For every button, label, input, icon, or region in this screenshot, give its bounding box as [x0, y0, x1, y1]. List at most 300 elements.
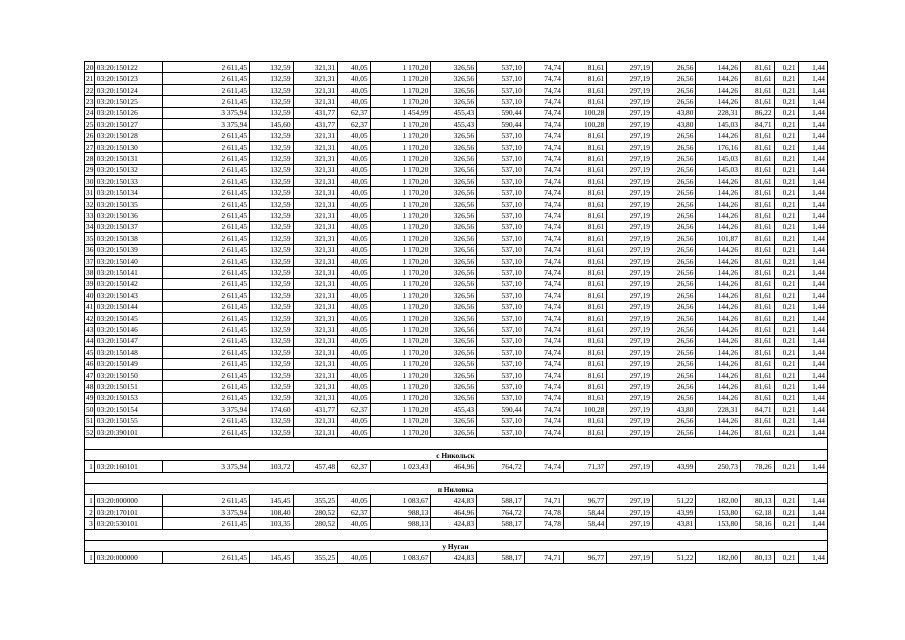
value-cell: 1 170,20: [370, 62, 431, 73]
value-cell: 26,56: [652, 267, 695, 278]
value-cell: 132,59: [250, 84, 293, 95]
table-row: [85, 427, 828, 438]
value-cell: 326,56: [431, 347, 477, 358]
table-row: [85, 73, 828, 84]
value-cell: 1,44: [798, 244, 827, 255]
value-cell: 2 611,45: [163, 301, 250, 312]
value-cell: 81,61: [563, 221, 606, 232]
table-row: [85, 187, 828, 198]
value-cell: 297,19: [607, 495, 653, 506]
value-cell: 2 611,45: [163, 552, 250, 563]
row-number-cell: 46: [86, 359, 94, 369]
cadastral-code-cell: 03:20:150150: [94, 369, 162, 380]
value-cell: 0,21: [774, 495, 798, 506]
table-row: [85, 495, 828, 506]
value-cell: 132,59: [250, 164, 293, 175]
value-cell: 326,56: [431, 301, 477, 312]
value-cell: 590,44: [477, 404, 525, 415]
value-cell: 297,19: [607, 130, 653, 141]
value-cell: 74,74: [524, 381, 563, 392]
value-cell: 0,21: [774, 267, 798, 278]
value-cell: 26,56: [652, 392, 695, 403]
row-number-cell: 33: [86, 210, 94, 220]
value-cell: 1 170,20: [370, 164, 431, 175]
value-cell: 321,31: [293, 392, 338, 403]
value-cell: 132,59: [250, 324, 293, 335]
value-cell: 537,10: [477, 62, 525, 73]
value-cell: 81,61: [740, 415, 774, 426]
value-cell: 3 375,94: [163, 404, 250, 415]
value-cell: 81,61: [563, 267, 606, 278]
value-cell: 0,21: [774, 107, 798, 118]
value-cell: 26,56: [652, 73, 695, 84]
value-cell: 355,25: [293, 495, 338, 506]
value-cell: 297,19: [607, 427, 653, 438]
value-cell: 40,05: [338, 324, 371, 335]
value-cell: 537,10: [477, 312, 525, 323]
value-cell: 74,74: [524, 335, 563, 346]
value-cell: 144,26: [696, 73, 741, 84]
value-cell: 2 611,45: [163, 427, 250, 438]
value-cell: 144,26: [696, 62, 741, 73]
value-cell: 26,56: [652, 312, 695, 323]
value-cell: 297,19: [607, 255, 653, 266]
value-cell: 537,10: [477, 427, 525, 438]
value-cell: 1 170,20: [370, 187, 431, 198]
value-cell: 1 170,20: [370, 301, 431, 312]
value-cell: 74,74: [524, 153, 563, 164]
value-cell: 182,00: [696, 552, 741, 563]
value-cell: 132,59: [250, 233, 293, 244]
value-cell: 81,61: [563, 381, 606, 392]
value-cell: 81,61: [740, 187, 774, 198]
row-number-cell: 32: [86, 199, 94, 209]
cadastral-code-cell: 03:20:150124: [94, 84, 162, 95]
value-cell: 58,44: [563, 506, 606, 517]
value-cell: 74,74: [524, 301, 563, 312]
value-cell: 81,61: [740, 84, 774, 95]
value-cell: 81,61: [563, 176, 606, 187]
value-cell: 1,44: [798, 267, 827, 278]
value-cell: 2 611,45: [163, 324, 250, 335]
value-cell: 321,31: [293, 267, 338, 278]
value-cell: 26,56: [652, 381, 695, 392]
value-cell: 297,19: [607, 518, 653, 529]
value-cell: 297,19: [607, 404, 653, 415]
value-cell: 326,56: [431, 73, 477, 84]
value-cell: 96,77: [563, 552, 606, 563]
table-row: [85, 84, 828, 95]
value-cell: 588,17: [477, 495, 525, 506]
value-cell: 1,44: [798, 312, 827, 323]
value-cell: 43,99: [652, 461, 695, 472]
value-cell: 40,05: [338, 244, 371, 255]
value-cell: 321,31: [293, 381, 338, 392]
row-number-cell: 30: [86, 176, 94, 186]
table-row: [85, 107, 828, 118]
value-cell: 1 170,20: [370, 267, 431, 278]
value-cell: 1 170,20: [370, 176, 431, 187]
value-cell: 0,21: [774, 347, 798, 358]
cadastral-code-cell: 03:20:150131: [94, 153, 162, 164]
value-cell: 1,44: [798, 187, 827, 198]
value-cell: 537,10: [477, 96, 525, 107]
value-cell: 326,56: [431, 427, 477, 438]
value-cell: 26,56: [652, 255, 695, 266]
value-cell: 176,16: [696, 141, 741, 152]
value-cell: 62,37: [338, 107, 371, 118]
value-cell: 1 170,20: [370, 73, 431, 84]
value-cell: 297,19: [607, 415, 653, 426]
value-cell: 132,59: [250, 187, 293, 198]
value-cell: 62,18: [740, 506, 774, 517]
value-cell: 40,05: [338, 552, 371, 563]
value-cell: 40,05: [338, 518, 371, 529]
value-cell: 132,59: [250, 73, 293, 84]
cadastral-code-cell: 03:20:150151: [94, 381, 162, 392]
value-cell: 455,43: [431, 119, 477, 130]
value-cell: 2 611,45: [163, 96, 250, 107]
value-cell: 81,61: [740, 335, 774, 346]
value-cell: 1,44: [798, 176, 827, 187]
value-cell: 40,05: [338, 96, 371, 107]
value-cell: 1 170,20: [370, 335, 431, 346]
cadastral-code-cell: 03:20:150132: [94, 164, 162, 175]
value-cell: 321,31: [293, 210, 338, 221]
value-cell: 537,10: [477, 290, 525, 301]
table-row: [85, 119, 828, 130]
cadastral-code-cell: 03:20:150149: [94, 358, 162, 369]
value-cell: 297,19: [607, 267, 653, 278]
table-body: [85, 62, 828, 564]
value-cell: 81,61: [563, 164, 606, 175]
value-cell: 537,10: [477, 221, 525, 232]
value-cell: 537,10: [477, 278, 525, 289]
value-cell: 132,59: [250, 381, 293, 392]
value-cell: 74,74: [524, 290, 563, 301]
value-cell: 0,21: [774, 506, 798, 517]
value-cell: 144,26: [696, 210, 741, 221]
value-cell: 144,26: [696, 187, 741, 198]
row-number-cell: 39: [86, 279, 94, 289]
value-cell: 321,31: [293, 369, 338, 380]
row-number-cell: 50: [86, 404, 94, 414]
row-number-cell: 52: [86, 427, 94, 437]
value-cell: 1 170,20: [370, 255, 431, 266]
value-cell: 40,05: [338, 495, 371, 506]
value-cell: 81,61: [563, 301, 606, 312]
value-cell: 74,74: [524, 267, 563, 278]
section-title: у Нугаи: [85, 541, 828, 552]
value-cell: 537,10: [477, 358, 525, 369]
value-cell: 1,44: [798, 461, 827, 472]
value-cell: 144,26: [696, 427, 741, 438]
value-cell: 74,74: [524, 62, 563, 73]
value-cell: 81,61: [563, 73, 606, 84]
value-cell: 51,22: [652, 495, 695, 506]
value-cell: 145,03: [696, 153, 741, 164]
value-cell: 132,59: [250, 369, 293, 380]
value-cell: 297,19: [607, 335, 653, 346]
value-cell: 2 611,45: [163, 187, 250, 198]
cadastral-code-cell: 03:20:390101: [94, 427, 162, 438]
value-cell: 297,19: [607, 119, 653, 130]
value-cell: 326,56: [431, 62, 477, 73]
value-cell: 321,31: [293, 96, 338, 107]
table-row: [85, 233, 828, 244]
value-cell: 144,26: [696, 96, 741, 107]
row-number-cell: 23: [86, 96, 94, 106]
value-cell: 0,21: [774, 312, 798, 323]
value-cell: 321,31: [293, 164, 338, 175]
value-cell: 81,61: [740, 233, 774, 244]
value-cell: 40,05: [338, 358, 371, 369]
cadastral-code-cell: 03:20:150133: [94, 176, 162, 187]
value-cell: 2 611,45: [163, 73, 250, 84]
value-cell: 81,61: [740, 141, 774, 152]
value-cell: 74,74: [524, 415, 563, 426]
row-number-cell: 47: [86, 370, 94, 380]
cadastral-code-cell: 03:20:170101: [94, 506, 162, 517]
value-cell: 1 170,20: [370, 233, 431, 244]
value-cell: 40,05: [338, 221, 371, 232]
value-cell: 1,44: [798, 278, 827, 289]
value-cell: 144,26: [696, 369, 741, 380]
row-number-cell: 43: [86, 325, 94, 335]
value-cell: 1,44: [798, 301, 827, 312]
value-cell: 74,74: [524, 358, 563, 369]
value-cell: 81,61: [740, 62, 774, 73]
value-cell: 100,28: [563, 107, 606, 118]
value-cell: 40,05: [338, 84, 371, 95]
value-cell: 0,21: [774, 84, 798, 95]
value-cell: 0,21: [774, 119, 798, 130]
value-cell: 590,44: [477, 119, 525, 130]
table-row: [85, 267, 828, 278]
cadastral-code-cell: 03:20:150143: [94, 290, 162, 301]
value-cell: 0,21: [774, 221, 798, 232]
value-cell: 457,48: [293, 461, 338, 472]
value-cell: 326,56: [431, 255, 477, 266]
value-cell: 326,56: [431, 278, 477, 289]
value-cell: 1 170,20: [370, 130, 431, 141]
value-cell: 3 375,94: [163, 461, 250, 472]
table-row: [85, 176, 828, 187]
value-cell: 103,35: [250, 518, 293, 529]
value-cell: 132,59: [250, 335, 293, 346]
value-cell: 40,05: [338, 290, 371, 301]
table-row: [85, 552, 828, 563]
cadastral-code-cell: 03:20:150125: [94, 96, 162, 107]
value-cell: 297,19: [607, 301, 653, 312]
value-cell: 81,61: [563, 141, 606, 152]
cadastral-code-cell: 03:20:530101: [94, 518, 162, 529]
table-row: [85, 518, 828, 529]
value-cell: 321,31: [293, 187, 338, 198]
value-cell: 1,44: [798, 96, 827, 107]
value-cell: 0,21: [774, 415, 798, 426]
value-cell: 26,56: [652, 324, 695, 335]
value-cell: 1,44: [798, 335, 827, 346]
value-cell: 81,61: [740, 278, 774, 289]
value-cell: 81,61: [563, 358, 606, 369]
value-cell: 26,56: [652, 335, 695, 346]
value-cell: 321,31: [293, 278, 338, 289]
value-cell: 297,19: [607, 392, 653, 403]
value-cell: 0,21: [774, 233, 798, 244]
value-cell: 40,05: [338, 381, 371, 392]
cadastral-code-cell: 03:20:150128: [94, 130, 162, 141]
value-cell: 74,74: [524, 427, 563, 438]
value-cell: 0,21: [774, 381, 798, 392]
value-cell: 26,56: [652, 62, 695, 73]
value-cell: 74,74: [524, 141, 563, 152]
value-cell: 145,03: [696, 119, 741, 130]
value-cell: 144,26: [696, 278, 741, 289]
value-cell: 2 611,45: [163, 233, 250, 244]
table-row: [85, 369, 828, 380]
value-cell: 144,26: [696, 301, 741, 312]
value-cell: 145,60: [250, 119, 293, 130]
value-cell: 321,31: [293, 176, 338, 187]
value-cell: 0,21: [774, 427, 798, 438]
value-cell: 100,28: [563, 119, 606, 130]
value-cell: 1,44: [798, 290, 827, 301]
table-row: [85, 347, 828, 358]
value-cell: 26,56: [652, 84, 695, 95]
value-cell: 74,74: [524, 73, 563, 84]
value-cell: 81,61: [563, 62, 606, 73]
value-cell: 1 170,20: [370, 141, 431, 152]
value-cell: 81,61: [740, 73, 774, 84]
value-cell: 297,19: [607, 153, 653, 164]
value-cell: 40,05: [338, 347, 371, 358]
value-cell: 321,31: [293, 312, 338, 323]
value-cell: 321,31: [293, 198, 338, 209]
row-number-cell: 2: [85, 506, 95, 517]
value-cell: 2 611,45: [163, 369, 250, 380]
value-cell: 321,31: [293, 84, 338, 95]
table-row: [85, 221, 828, 232]
value-cell: 81,61: [740, 210, 774, 221]
value-cell: 26,56: [652, 221, 695, 232]
row-number-cell: 29: [86, 165, 94, 175]
value-cell: 26,56: [652, 187, 695, 198]
cadastral-code-cell: 03:20:150147: [94, 335, 162, 346]
value-cell: 1,44: [798, 392, 827, 403]
value-cell: 40,05: [338, 62, 371, 73]
value-cell: 74,74: [524, 176, 563, 187]
row-number-cell: 38: [86, 268, 94, 278]
value-cell: 326,56: [431, 381, 477, 392]
value-cell: 1 170,20: [370, 369, 431, 380]
value-cell: 321,31: [293, 347, 338, 358]
value-cell: 40,05: [338, 176, 371, 187]
value-cell: 74,74: [524, 461, 563, 472]
value-cell: 297,19: [607, 187, 653, 198]
value-cell: 78,26: [740, 461, 774, 472]
value-cell: 81,61: [740, 130, 774, 141]
value-cell: 2 611,45: [163, 278, 250, 289]
value-cell: 0,21: [774, 290, 798, 301]
value-cell: 1,44: [798, 164, 827, 175]
value-cell: 40,05: [338, 301, 371, 312]
cadastral-code-cell: 03:20:150123: [94, 73, 162, 84]
value-cell: 1 023,43: [370, 461, 431, 472]
value-cell: 58,44: [563, 518, 606, 529]
value-cell: 26,56: [652, 176, 695, 187]
value-cell: 81,61: [563, 84, 606, 95]
value-cell: 326,56: [431, 335, 477, 346]
table-row: [85, 461, 828, 472]
value-cell: 132,59: [250, 198, 293, 209]
value-cell: 2 611,45: [163, 495, 250, 506]
value-cell: 2 611,45: [163, 312, 250, 323]
value-cell: 297,19: [607, 141, 653, 152]
value-cell: 144,26: [696, 312, 741, 323]
blank-cell: [85, 529, 828, 540]
value-cell: 464,96: [431, 506, 477, 517]
cadastral-code-cell: 03:20:150142: [94, 278, 162, 289]
value-cell: 26,56: [652, 96, 695, 107]
value-cell: 988,13: [370, 518, 431, 529]
table-row: [85, 210, 828, 221]
value-cell: 74,74: [524, 244, 563, 255]
value-cell: 2 611,45: [163, 84, 250, 95]
value-cell: 1 170,20: [370, 381, 431, 392]
value-cell: 1 170,20: [370, 119, 431, 130]
value-cell: 0,21: [774, 176, 798, 187]
value-cell: 1 170,20: [370, 427, 431, 438]
value-cell: 1 170,20: [370, 415, 431, 426]
value-cell: 537,10: [477, 347, 525, 358]
value-cell: 0,21: [774, 198, 798, 209]
value-cell: 1,44: [798, 107, 827, 118]
row-number-cell: 49: [86, 393, 94, 403]
value-cell: 1,44: [798, 62, 827, 73]
table-row: [85, 278, 828, 289]
cadastral-code-cell: 03:20:150126: [94, 107, 162, 118]
row-number-cell: 44: [86, 336, 94, 346]
value-cell: 40,05: [338, 164, 371, 175]
row-number-cell: 26: [86, 131, 94, 141]
value-cell: 1 083,67: [370, 495, 431, 506]
value-cell: 1,44: [798, 141, 827, 152]
value-cell: 455,43: [431, 107, 477, 118]
value-cell: 1,44: [798, 427, 827, 438]
value-cell: 26,56: [652, 198, 695, 209]
value-cell: 1 170,20: [370, 392, 431, 403]
value-cell: 537,10: [477, 84, 525, 95]
row-number-cell: 28: [86, 153, 94, 163]
value-cell: 988,13: [370, 506, 431, 517]
value-cell: 132,59: [250, 107, 293, 118]
value-cell: 132,59: [250, 244, 293, 255]
row-number-cell: 51: [86, 416, 94, 426]
value-cell: 321,31: [293, 62, 338, 73]
value-cell: 81,61: [740, 392, 774, 403]
value-cell: 321,31: [293, 221, 338, 232]
row-number-cell: 21: [86, 74, 94, 84]
value-cell: 40,05: [338, 130, 371, 141]
value-cell: 74,78: [524, 506, 563, 517]
value-cell: 0,21: [774, 153, 798, 164]
value-cell: 132,59: [250, 96, 293, 107]
value-cell: 1,44: [798, 255, 827, 266]
value-cell: 144,26: [696, 130, 741, 141]
value-cell: 81,61: [563, 187, 606, 198]
value-cell: 424,83: [431, 495, 477, 506]
